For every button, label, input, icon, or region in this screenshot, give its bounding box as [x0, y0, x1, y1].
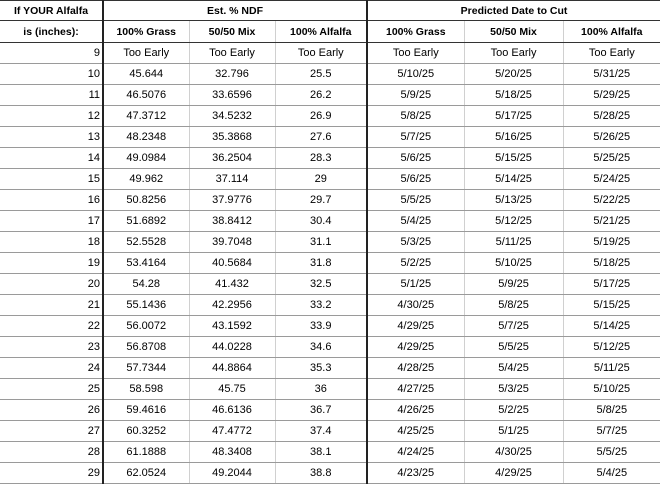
cell-date-mix[interactable]: 5/1/25 [464, 421, 563, 442]
cell-ndf-grass[interactable]: 49.962 [103, 169, 189, 190]
cell-inches[interactable]: 23 [0, 337, 103, 358]
cell-ndf-mix[interactable]: 48.3408 [189, 442, 275, 463]
cell-inches[interactable]: 21 [0, 295, 103, 316]
cell-date-grass[interactable]: 5/6/25 [367, 169, 464, 190]
cell-ndf-mix[interactable]: 41.432 [189, 274, 275, 295]
cell-ndf-mix[interactable]: 44.0228 [189, 337, 275, 358]
cell-ndf-alfalfa[interactable]: 33.9 [275, 316, 367, 337]
cell-inches[interactable]: 22 [0, 316, 103, 337]
table-row [0, 190, 660, 211]
cell-date-alfalfa[interactable]: 5/19/25 [563, 232, 660, 253]
header-ndf-alfalfa[interactable]: 100% Alfalfa [275, 21, 367, 43]
table-row [0, 64, 660, 85]
cell-ndf-grass[interactable]: 53.4164 [103, 253, 189, 274]
cell-date-alfalfa[interactable]: 5/15/25 [563, 295, 660, 316]
cell-ndf-alfalfa[interactable]: 28.3 [275, 148, 367, 169]
cell-date-grass[interactable]: 5/9/25 [367, 85, 464, 106]
cell-ndf-alfalfa[interactable]: 26.2 [275, 85, 367, 106]
cell-ndf-grass[interactable]: 59.4616 [103, 400, 189, 421]
cell-date-alfalfa[interactable]: 5/29/25 [563, 85, 660, 106]
header-date-mix[interactable]: 50/50 Mix [464, 21, 563, 43]
cell-date-mix[interactable]: 5/10/25 [464, 253, 563, 274]
cell-inches[interactable]: 26 [0, 400, 103, 421]
cell-ndf-grass[interactable]: 58.598 [103, 379, 189, 400]
cell-date-alfalfa[interactable]: 5/25/25 [563, 148, 660, 169]
header-ndf-mix[interactable]: 50/50 Mix [189, 21, 275, 43]
cell-date-mix[interactable]: 5/12/25 [464, 211, 563, 232]
cell-ndf-grass[interactable]: 51.6892 [103, 211, 189, 232]
header-date-alfalfa[interactable]: 100% Alfalfa [563, 21, 660, 43]
cell-ndf-alfalfa[interactable]: 26.9 [275, 106, 367, 127]
cell-date-alfalfa[interactable]: 5/14/25 [563, 316, 660, 337]
cell-ndf-grass[interactable]: 54.28 [103, 274, 189, 295]
cell-date-grass[interactable]: 4/25/25 [367, 421, 464, 442]
cell-ndf-grass[interactable]: Too Early [103, 43, 189, 64]
table-row [0, 127, 660, 148]
table-row [0, 253, 660, 274]
cell-date-mix[interactable]: 5/5/25 [464, 337, 563, 358]
cell-date-grass[interactable]: 4/29/25 [367, 337, 464, 358]
cell-ndf-alfalfa[interactable]: 34.6 [275, 337, 367, 358]
cell-date-mix[interactable]: 5/18/25 [464, 85, 563, 106]
cell-ndf-mix[interactable]: 44.8864 [189, 358, 275, 379]
cell-inches[interactable]: 17 [0, 211, 103, 232]
cell-ndf-mix[interactable]: 33.6596 [189, 85, 275, 106]
cell-date-alfalfa[interactable]: 5/4/25 [563, 463, 660, 484]
cell-date-mix[interactable]: 5/11/25 [464, 232, 563, 253]
cell-date-mix[interactable]: 5/13/25 [464, 190, 563, 211]
cell-date-alfalfa[interactable]: 5/26/25 [563, 127, 660, 148]
cell-date-grass[interactable]: 4/30/25 [367, 295, 464, 316]
cell-inches[interactable]: 16 [0, 190, 103, 211]
table-row [0, 316, 660, 337]
cell-date-alfalfa[interactable]: 5/11/25 [563, 358, 660, 379]
table-body [0, 43, 660, 484]
header-row-1 [0, 1, 660, 21]
cell-ndf-alfalfa[interactable]: Too Early [275, 43, 367, 64]
cell-ndf-alfalfa[interactable]: 27.6 [275, 127, 367, 148]
cell-ndf-grass[interactable]: 62.0524 [103, 463, 189, 484]
table-row [0, 400, 660, 421]
cell-ndf-alfalfa[interactable]: 38.8 [275, 463, 367, 484]
cell-ndf-grass[interactable]: 46.5076 [103, 85, 189, 106]
cell-ndf-alfalfa[interactable]: 36.7 [275, 400, 367, 421]
cell-ndf-mix[interactable]: 40.5684 [189, 253, 275, 274]
cell-date-alfalfa[interactable]: 5/24/25 [563, 169, 660, 190]
cell-date-mix[interactable]: 5/17/25 [464, 106, 563, 127]
cell-ndf-alfalfa[interactable]: 30.4 [275, 211, 367, 232]
cell-ndf-mix[interactable]: 46.6136 [189, 400, 275, 421]
cell-date-grass[interactable]: 5/1/25 [367, 274, 464, 295]
cell-date-mix[interactable]: 5/20/25 [464, 64, 563, 85]
cell-ndf-grass[interactable]: 48.2348 [103, 127, 189, 148]
cell-date-grass[interactable]: 5/10/25 [367, 64, 464, 85]
cell-ndf-alfalfa[interactable]: 37.4 [275, 421, 367, 442]
cell-ndf-mix[interactable]: 47.4772 [189, 421, 275, 442]
cell-date-alfalfa[interactable]: 5/18/25 [563, 253, 660, 274]
cell-ndf-mix[interactable]: 49.2044 [189, 463, 275, 484]
cell-ndf-alfalfa[interactable]: 33.2 [275, 295, 367, 316]
cell-date-mix[interactable]: 5/14/25 [464, 169, 563, 190]
cell-date-mix[interactable]: 4/30/25 [464, 442, 563, 463]
cell-date-grass[interactable]: 5/4/25 [367, 211, 464, 232]
cell-ndf-alfalfa[interactable]: 38.1 [275, 442, 367, 463]
cell-ndf-mix[interactable]: 37.9776 [189, 190, 275, 211]
cell-ndf-mix[interactable]: 45.75 [189, 379, 275, 400]
cell-date-alfalfa[interactable]: 5/5/25 [563, 442, 660, 463]
cell-date-grass[interactable]: 4/28/25 [367, 358, 464, 379]
table-row [0, 85, 660, 106]
cell-ndf-alfalfa[interactable]: 25.5 [275, 64, 367, 85]
cell-ndf-alfalfa[interactable]: 29 [275, 169, 367, 190]
header-row-2 [0, 21, 660, 43]
cell-ndf-alfalfa[interactable]: 35.3 [275, 358, 367, 379]
cell-date-grass[interactable]: 5/7/25 [367, 127, 464, 148]
cell-date-mix[interactable]: 5/7/25 [464, 316, 563, 337]
cell-ndf-grass[interactable]: 56.8708 [103, 337, 189, 358]
cell-ndf-grass[interactable]: 47.3712 [103, 106, 189, 127]
cell-inches[interactable]: 19 [0, 253, 103, 274]
cell-ndf-mix[interactable]: 36.2504 [189, 148, 275, 169]
cell-date-alfalfa[interactable]: 5/28/25 [563, 106, 660, 127]
table-row [0, 43, 660, 64]
cell-date-alfalfa[interactable]: 5/7/25 [563, 421, 660, 442]
cell-ndf-mix[interactable]: 34.5232 [189, 106, 275, 127]
cell-date-alfalfa[interactable]: 5/21/25 [563, 211, 660, 232]
cell-ndf-alfalfa[interactable]: 32.5 [275, 274, 367, 295]
cell-ndf-mix[interactable]: 43.1592 [189, 316, 275, 337]
cell-inches[interactable]: 15 [0, 169, 103, 190]
cell-inches[interactable]: 13 [0, 127, 103, 148]
cell-date-mix[interactable]: 5/3/25 [464, 379, 563, 400]
cell-inches[interactable]: 29 [0, 463, 103, 484]
cell-date-alfalfa[interactable]: 5/17/25 [563, 274, 660, 295]
cell-date-grass[interactable]: 5/5/25 [367, 190, 464, 211]
cell-date-grass[interactable]: 5/3/25 [367, 232, 464, 253]
cell-date-alfalfa[interactable]: 5/10/25 [563, 379, 660, 400]
cell-ndf-alfalfa[interactable]: 31.8 [275, 253, 367, 274]
cell-date-mix[interactable]: 5/15/25 [464, 148, 563, 169]
cell-inches[interactable]: 24 [0, 358, 103, 379]
cell-inches[interactable]: 28 [0, 442, 103, 463]
header-ndf-grass[interactable]: 100% Grass [103, 21, 189, 43]
table-row [0, 463, 660, 484]
cell-ndf-grass[interactable]: 57.7344 [103, 358, 189, 379]
cell-date-grass[interactable]: 5/8/25 [367, 106, 464, 127]
cell-inches[interactable]: 12 [0, 106, 103, 127]
cell-date-mix[interactable]: 4/29/25 [464, 463, 563, 484]
cell-ndf-mix[interactable]: 42.2956 [189, 295, 275, 316]
cell-date-grass[interactable]: Too Early [367, 43, 464, 64]
table-row [0, 337, 660, 358]
cell-ndf-alfalfa[interactable]: 29.7 [275, 190, 367, 211]
cell-ndf-alfalfa[interactable]: 31.1 [275, 232, 367, 253]
cell-ndf-mix[interactable]: 37.114 [189, 169, 275, 190]
cell-inches[interactable]: 18 [0, 232, 103, 253]
cell-date-alfalfa[interactable]: 5/31/25 [563, 64, 660, 85]
cell-inches[interactable]: 14 [0, 148, 103, 169]
header-est-ndf[interactable]: Est. % NDF [103, 1, 367, 21]
table-row [0, 358, 660, 379]
table-row [0, 169, 660, 190]
cell-ndf-mix[interactable]: 38.8412 [189, 211, 275, 232]
table-row [0, 211, 660, 232]
table-row [0, 274, 660, 295]
cell-ndf-mix[interactable]: Too Early [189, 43, 275, 64]
cell-inches[interactable]: 10 [0, 64, 103, 85]
cell-date-grass[interactable]: 4/23/25 [367, 463, 464, 484]
cell-ndf-grass[interactable]: 55.1436 [103, 295, 189, 316]
cell-inches[interactable]: 11 [0, 85, 103, 106]
cell-date-grass[interactable]: 5/2/25 [367, 253, 464, 274]
cell-inches[interactable]: 25 [0, 379, 103, 400]
header-alfalfa-height-line2[interactable]: is (inches): [0, 21, 103, 43]
cell-ndf-grass[interactable]: 52.5528 [103, 232, 189, 253]
cell-date-mix[interactable]: 5/2/25 [464, 400, 563, 421]
cell-ndf-grass[interactable]: 45.644 [103, 64, 189, 85]
header-date-grass[interactable]: 100% Grass [367, 21, 464, 43]
table-row [0, 421, 660, 442]
table-row [0, 379, 660, 400]
cell-inches[interactable]: 9 [0, 43, 103, 64]
cell-ndf-mix[interactable]: 35.3868 [189, 127, 275, 148]
cell-ndf-grass[interactable]: 49.0984 [103, 148, 189, 169]
table-row [0, 148, 660, 169]
cell-date-mix[interactable]: Too Early [464, 43, 563, 64]
cell-inches[interactable]: 20 [0, 274, 103, 295]
cell-date-grass[interactable]: 5/6/25 [367, 148, 464, 169]
cell-ndf-mix[interactable]: 32.796 [189, 64, 275, 85]
header-predicted-date[interactable]: Predicted Date to Cut [367, 1, 660, 21]
cell-inches[interactable]: 27 [0, 421, 103, 442]
cell-date-mix[interactable]: 5/8/25 [464, 295, 563, 316]
table-row [0, 442, 660, 463]
cell-ndf-alfalfa[interactable]: 36 [275, 379, 367, 400]
cell-ndf-grass[interactable]: 60.3252 [103, 421, 189, 442]
cell-ndf-grass[interactable]: 56.0072 [103, 316, 189, 337]
cell-date-grass[interactable]: 4/27/25 [367, 379, 464, 400]
cell-date-alfalfa[interactable]: 5/22/25 [563, 190, 660, 211]
cell-date-alfalfa[interactable]: 5/12/25 [563, 337, 660, 358]
table-row [0, 106, 660, 127]
cell-date-mix[interactable]: 5/16/25 [464, 127, 563, 148]
cell-ndf-mix[interactable]: 39.7048 [189, 232, 275, 253]
cell-date-grass[interactable]: 4/24/25 [367, 442, 464, 463]
cell-ndf-grass[interactable]: 61.1888 [103, 442, 189, 463]
table-row [0, 232, 660, 253]
table-row [0, 295, 660, 316]
cell-date-mix[interactable]: 5/9/25 [464, 274, 563, 295]
cell-date-grass[interactable]: 4/29/25 [367, 316, 464, 337]
cell-date-grass[interactable]: 4/26/25 [367, 400, 464, 421]
header-alfalfa-height-line1[interactable]: If YOUR Alfalfa [0, 1, 103, 21]
cell-ndf-grass[interactable]: 50.8256 [103, 190, 189, 211]
cell-date-alfalfa[interactable]: Too Early [563, 43, 660, 64]
cell-date-mix[interactable]: 5/4/25 [464, 358, 563, 379]
cell-date-alfalfa[interactable]: 5/8/25 [563, 400, 660, 421]
